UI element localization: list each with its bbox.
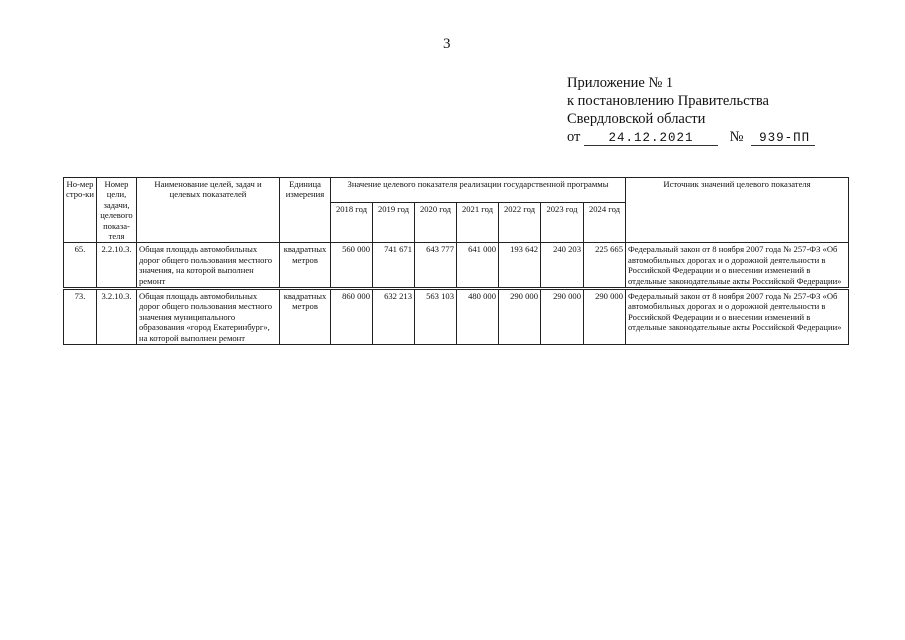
cell-value: 860 000	[331, 290, 373, 345]
cell-value: 240 203	[541, 243, 584, 288]
header-year: 2024 год	[584, 203, 626, 243]
cell-value: 290 000	[541, 290, 584, 345]
header-goal-number: Номер цели, задачи, целевого показа-теля	[97, 178, 137, 243]
cell-value: 225 665	[584, 243, 626, 288]
cell-value: 290 000	[584, 290, 626, 345]
cell-source: Федеральный закон от 8 ноября 2007 года № 257-ФЗ «Об автомобильных дорогах и о дорожной деятельности в Российской Федерации и о внесении изменений в отдельные законодательные акты Российской Федерации»	[626, 290, 849, 345]
cell-value: 643 777	[415, 243, 457, 288]
header-year: 2022 год	[499, 203, 541, 243]
cell-value: 563 103	[415, 290, 457, 345]
cell-value: 632 213	[373, 290, 415, 345]
header-row-number: Но-мер стро-ки	[64, 178, 97, 243]
appendix-header	[567, 74, 815, 146]
cell-value: 560 000	[331, 243, 373, 288]
cell-indicator-name: Общая площадь автомобильных дорог общего пользования местного значения муниципального образования «город Екатеринбург», на которой выполнен ремонт	[137, 290, 280, 345]
header-year: 2018 год	[331, 203, 373, 243]
cell-row-number: 73.	[64, 290, 97, 345]
cell-value: 193 642	[499, 243, 541, 288]
cell-unit: квадратных метров	[280, 243, 331, 288]
header-indicator-name: Наименование целей, задач и целевых показателей	[137, 178, 280, 243]
appendix-date-line	[567, 128, 815, 146]
cell-row-number: 65.	[64, 243, 97, 288]
header-year: 2019 год	[373, 203, 415, 243]
appendix-region-line: Свердловской области	[567, 111, 706, 127]
target-indicators-table	[63, 177, 849, 345]
table-row	[64, 243, 849, 288]
cell-value: 741 671	[373, 243, 415, 288]
appendix-title: Приложение № 1	[567, 75, 674, 91]
cell-unit: квадратных метров	[280, 290, 331, 345]
cell-indicator-name: Общая площадь автомобильных дорог общего пользования местного значения, на которой выполнен ремонт	[137, 243, 280, 288]
decree-number: 939-ПП	[751, 131, 815, 146]
header-source: Источник значений целевого показателя	[626, 178, 849, 243]
header-unit: Единица измерения	[280, 178, 331, 243]
header-year: 2020 год	[415, 203, 457, 243]
cell-source: Федеральный закон от 8 ноября 2007 года № 257-ФЗ «Об автомобильных дорогах и о дорожной деятельности в Российской Федерации и о внесении изменений в отдельные законодательные акты Российской Федерации»	[626, 243, 849, 288]
cell-value: 641 000	[457, 243, 499, 288]
header-values-group: Значение целевого показателя реализации государственной программы	[331, 178, 626, 203]
cell-value: 480 000	[457, 290, 499, 345]
table-row	[64, 290, 849, 345]
decree-date: 24.12.2021	[584, 131, 718, 146]
cell-goal-number: 2.2.10.3.	[97, 243, 137, 288]
appendix-decree-line: к постановлению Правительства	[567, 93, 769, 109]
cell-value: 290 000	[499, 290, 541, 345]
cell-goal-number: 3.2.10.3.	[97, 290, 137, 345]
header-year: 2023 год	[541, 203, 584, 243]
page-number: 3	[443, 36, 451, 52]
header-year: 2021 год	[457, 203, 499, 243]
number-label: №	[729, 129, 744, 145]
from-label: от	[567, 129, 581, 145]
